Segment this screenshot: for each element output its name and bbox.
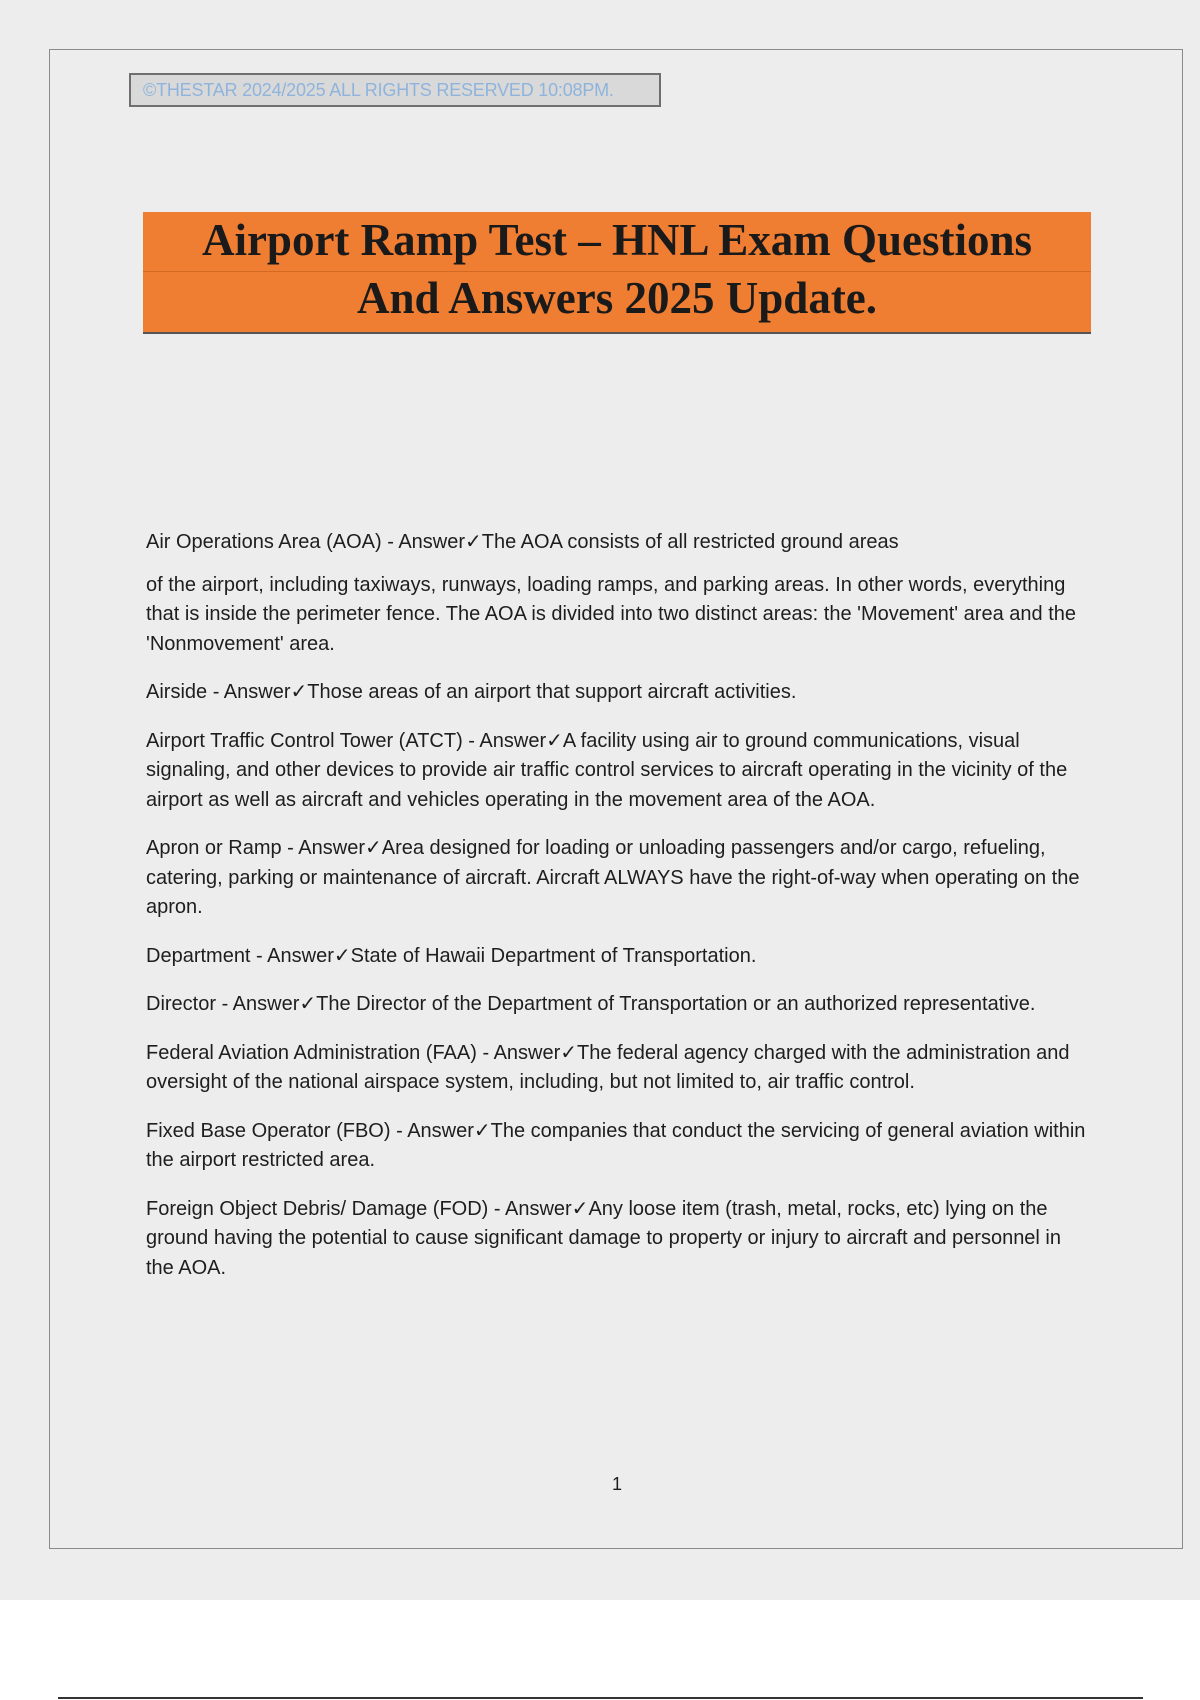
glossary-entry: Federal Aviation Administration (FAA) - Answer✓The federal agency charged with the administration and oversight of the national airspace system, including, but not limited to, air traffic control. — [146, 1041, 1070, 1093]
title-banner — [143, 212, 1091, 334]
title-line-1: Airport Ramp Test – HNL Exam Questions — [201, 215, 1033, 265]
glossary-entry: of the airport, including taxiways, runways, loading ramps, and parking areas. In other words, everything that is inside the perimeter fence. The AOA is divided into two distinct areas: the 'Movement' area and the 'Nonmovement' area. — [146, 573, 1076, 655]
glossary-entry: Airside - Answer✓Those areas of an airport that support aircraft activities. — [146, 681, 797, 703]
glossary-entry: Apron or Ramp - Answer✓Area designed for loading or unloading passengers and/or cargo, refueling, catering, parking or maintenance of aircraft. Aircraft ALWAYS have the right-of-way when operating on the apron. — [146, 837, 1080, 918]
glossary-entry: Director - Answer✓The Director of the Department of Transportation or an authorized representative. — [146, 993, 1036, 1015]
glossary-entry: Air Operations Area (AOA) - Answer✓The AOA consists of all restricted ground areas — [146, 531, 899, 553]
copyright-watermark — [129, 73, 661, 107]
glossary-entry: Airport Traffic Control Tower (ATCT) - Answer✓A facility using air to ground communications, visual signaling, and other devices to provide air traffic control services to aircraft operating in the vicinity of the airport as well as aircraft and vehicles operating in the movement area of the AOA. — [146, 729, 1068, 811]
watermark-text: ©THESTAR 2024/2025 ALL RIGHTS RESERVED 10:08PM. — [143, 79, 614, 100]
glossary-content — [146, 528, 1086, 1302]
bottom-divider — [58, 1697, 1143, 1699]
glossary-entry: Foreign Object Debris/ Damage (FOD) - Answer✓Any loose item (trash, metal, rocks, etc) lying on the ground having the potential to cause significant damage to property or injury to aircraft and personnel in the AOA. — [146, 1197, 1061, 1279]
title-line-2: And Answers 2025 Update. — [356, 273, 878, 323]
page-number: 1 — [611, 1474, 622, 1494]
glossary-entry: Fixed Base Operator (FBO) - Answer✓The companies that conduct the servicing of general aviation within the airport restricted area. — [146, 1119, 1086, 1171]
glossary-entry: Department - Answer✓State of Hawaii Department of Transportation. — [146, 944, 757, 967]
